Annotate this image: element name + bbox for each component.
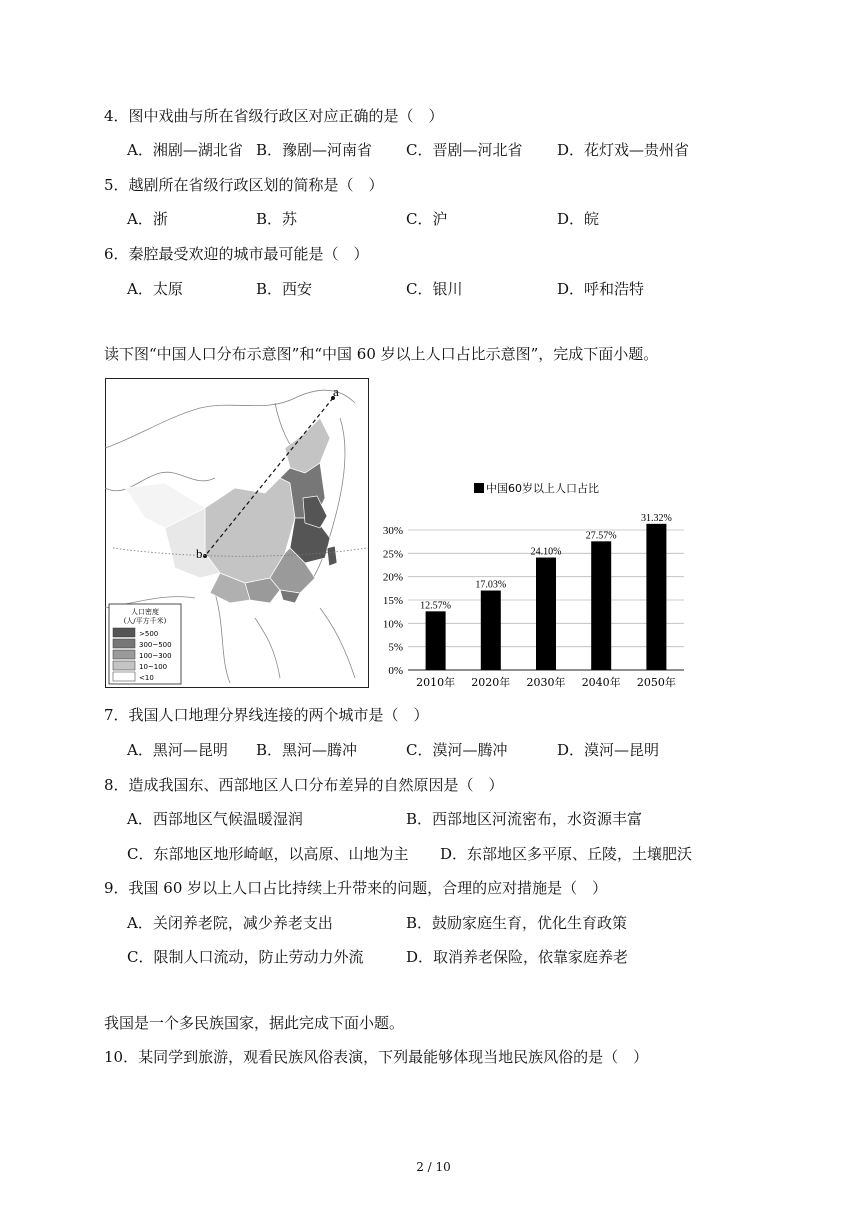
legend-label: 100~300 <box>139 652 172 660</box>
x-tick-label: 2040年 <box>581 676 621 689</box>
point-a-label: a <box>333 384 339 399</box>
q5-option-c[interactable]: C．沪 <box>406 210 448 228</box>
x-tick-label: 2010年 <box>416 676 456 689</box>
q9-option-b[interactable]: B．鼓励家庭生育，优化生育政策 <box>406 914 628 932</box>
data-label: 27.57% <box>585 530 617 542</box>
q9-option-a[interactable]: A．关闭养老院，减少养老支出 <box>127 914 333 932</box>
data-label: 12.57% <box>420 600 452 612</box>
q6-option-d[interactable]: D．呼和浩特 <box>557 280 645 298</box>
page-number: 2 / 10 <box>416 1160 451 1174</box>
q6-option-b[interactable]: B．西安 <box>256 280 313 298</box>
point-b-label: b <box>196 546 203 561</box>
q9-option-c[interactable]: C．限制人口流动，防止劳动力外流 <box>127 948 364 966</box>
q5-option-a[interactable]: A．浙 <box>127 210 168 228</box>
q7-option-b[interactable]: B．黑河—腾冲 <box>256 741 358 759</box>
y-tick-label: 0% <box>388 665 403 677</box>
legend-label: 中国60岁以上人口占比 <box>486 482 599 495</box>
data-label: 17.03% <box>475 579 507 591</box>
q8-option-c[interactable]: C．东部地区地形崎岖，以高原、山地为主 <box>127 845 409 863</box>
y-tick-label: 10% <box>382 618 403 631</box>
bar <box>536 558 556 670</box>
q4-option-a[interactable]: A．湘剧—湖北省 <box>127 141 243 159</box>
q8-option-d[interactable]: D．东部地区多平原、丘陵，土壤肥沃 <box>440 845 693 863</box>
bar <box>591 541 611 670</box>
q8-option-a[interactable]: A．西部地区气候温暖湿润 <box>127 810 303 828</box>
bar <box>481 591 501 670</box>
q6-option-c[interactable]: C．银川 <box>406 280 463 298</box>
question-7-stem: 7．我国人口地理分界线连接的两个城市是（ ） <box>104 706 429 724</box>
legend-swatch <box>113 650 135 659</box>
question-4-stem: 4．图中戏曲与所在省级行政区对应正确的是（ ） <box>104 107 444 125</box>
legend-title: 人口密度 <box>131 608 159 616</box>
reading-intro-2: 我国是一个多民族国家，据此完成下面小题。 <box>104 1014 405 1032</box>
question-6-stem: 6．秦腔最受欢迎的城市最可能是（ ） <box>104 245 369 263</box>
legend-subtitle: (人/平方千米) <box>123 617 167 625</box>
question-5-stem: 5．越剧所在省级行政区划的简称是（ ） <box>104 176 384 194</box>
data-label: 24.10% <box>530 546 562 558</box>
question-10-stem: 10．某同学到旅游，观看民族风俗表演，下列最能够体现当地民族风俗的是（ ） <box>104 1048 649 1066</box>
bar <box>426 611 446 670</box>
data-label: 31.32% <box>640 512 672 524</box>
legend-label: 10~100 <box>139 663 168 671</box>
q7-option-d[interactable]: D．漠河—昆明 <box>557 741 660 759</box>
aging-population-bar-chart <box>372 470 692 695</box>
q5-option-b[interactable]: B．苏 <box>256 210 298 228</box>
q5-option-d[interactable]: D．皖 <box>557 210 600 228</box>
q7-option-c[interactable]: C．漠河—腾冲 <box>406 741 508 759</box>
question-9-stem: 9．我国 60 岁以上人口占比持续上升带来的问题，合理的应对措施是（ ） <box>104 879 608 897</box>
x-tick-label: 2050年 <box>636 676 676 689</box>
legend-swatch <box>113 628 135 637</box>
q6-option-a[interactable]: A．太原 <box>127 280 183 298</box>
x-tick-label: 2030年 <box>526 676 566 689</box>
bar <box>646 524 666 670</box>
q7-option-a[interactable]: A．黑河—昆明 <box>127 741 228 759</box>
q9-option-d[interactable]: D．取消养老保险，依靠家庭养老 <box>406 948 629 966</box>
question-8-stem: 8．造成我国东、西部地区人口分布差异的自然原因是（ ） <box>104 776 504 794</box>
legend-label: <10 <box>139 674 154 682</box>
x-tick-label: 2020年 <box>471 676 511 689</box>
legend-swatch <box>474 483 484 493</box>
y-tick-label: 5% <box>388 641 403 654</box>
legend-label: 300~500 <box>139 641 172 649</box>
legend-swatch <box>113 661 135 670</box>
y-tick-label: 25% <box>382 548 403 561</box>
legend-swatch <box>113 672 135 681</box>
q8-option-b[interactable]: B．西部地区河流密布，水资源丰富 <box>406 810 643 828</box>
map-legend <box>109 604 181 684</box>
q4-option-d[interactable]: D．花灯戏—贵州省 <box>557 141 690 159</box>
q4-option-b[interactable]: B．豫剧—河南省 <box>256 141 373 159</box>
china-population-map <box>105 378 369 688</box>
reading-intro: 读下图“中国人口分布示意图”和“中国 60 岁以上人口占比示意图”，完成下面小题。 <box>104 345 659 363</box>
y-tick-label: 20% <box>382 571 403 584</box>
y-tick-label: 15% <box>382 595 403 607</box>
legend-label: >500 <box>139 630 159 638</box>
q4-option-c[interactable]: C．晋剧—河北省 <box>406 141 523 159</box>
legend-swatch <box>113 639 135 648</box>
y-tick-label: 30% <box>382 525 403 537</box>
chart-legend <box>474 481 599 495</box>
